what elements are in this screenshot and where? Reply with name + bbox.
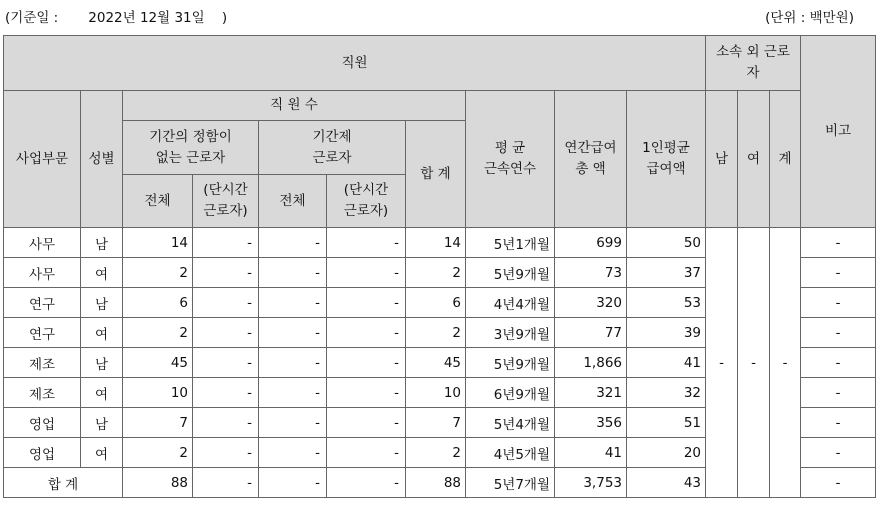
cell-pay-total: 321 — [555, 378, 627, 408]
cell-remarks: - — [801, 318, 876, 348]
total-total: 88 — [406, 468, 466, 498]
cell-cont-part: - — [327, 438, 406, 468]
table-caption — [0, 0, 882, 30]
cell-perm-all: 45 — [123, 348, 193, 378]
cell-perm-part: - — [193, 378, 259, 408]
cell-pay-total: 699 — [555, 228, 627, 258]
cell-pay-avg: 20 — [627, 438, 706, 468]
header-gender: 성별 — [81, 91, 123, 228]
cell-remarks: - — [801, 288, 876, 318]
cell-division: 제조 — [4, 348, 81, 378]
cell-tenure: 5년9개월 — [466, 258, 555, 288]
table-row — [4, 228, 876, 258]
cell-pay-total: 41 — [555, 438, 627, 468]
cell-pay-total: 1,866 — [555, 348, 627, 378]
cell-tenure: 6년9개월 — [466, 378, 555, 408]
cell-total: 14 — [406, 228, 466, 258]
cell-gender: 여 — [81, 258, 123, 288]
cell-cont-all: - — [259, 378, 327, 408]
cell-cont-all: - — [259, 348, 327, 378]
cell-gender: 여 — [81, 318, 123, 348]
header-contract-all: 전체 — [259, 175, 327, 228]
cell-gender: 여 — [81, 378, 123, 408]
cell-division: 연구 — [4, 318, 81, 348]
header-division: 사업부문 — [4, 91, 81, 228]
cell-total: 6 — [406, 288, 466, 318]
cell-cont-part: - — [327, 408, 406, 438]
cell-tenure: 4년5개월 — [466, 438, 555, 468]
cell-total: 10 — [406, 378, 466, 408]
cell-perm-part: - — [193, 288, 259, 318]
cell-total: 2 — [406, 438, 466, 468]
cell-remarks: - — [801, 408, 876, 438]
cell-tenure: 3년9개월 — [466, 318, 555, 348]
cell-perm-all: 2 — [123, 258, 193, 288]
cell-perm-part: - — [193, 318, 259, 348]
header-male: 남 — [706, 91, 738, 228]
cell-perm-part: - — [193, 348, 259, 378]
unit-note: (단위 : 백만원) — [765, 10, 854, 26]
cell-remarks: - — [801, 348, 876, 378]
header-subtotal: 계 — [770, 91, 801, 228]
cell-gender: 남 — [81, 408, 123, 438]
header-employees: 직원 — [4, 36, 706, 91]
cell-perm-part: - — [193, 438, 259, 468]
cell-perm-all: 6 — [123, 288, 193, 318]
cell-pay-total: 73 — [555, 258, 627, 288]
cell-cont-all: - — [259, 288, 327, 318]
cell-non-affiliated-female: - — [738, 228, 770, 498]
cell-division: 제조 — [4, 378, 81, 408]
header-contract: 기간제 근로자 — [259, 121, 406, 175]
total-perm-part: - — [193, 468, 259, 498]
header-avg-tenure: 평 균 근속연수 — [466, 91, 555, 228]
cell-cont-part: - — [327, 228, 406, 258]
employee-status-table — [3, 35, 876, 498]
cell-perm-all: 2 — [123, 438, 193, 468]
cell-non-affiliated-subtotal: - — [770, 228, 801, 498]
total-cont-all: - — [259, 468, 327, 498]
cell-division: 사무 — [4, 258, 81, 288]
header-avg-pay: 1인평균 급여액 — [627, 91, 706, 228]
cell-perm-all: 14 — [123, 228, 193, 258]
cell-pay-total: 356 — [555, 408, 627, 438]
cell-cont-all: - — [259, 408, 327, 438]
cell-cont-all: - — [259, 258, 327, 288]
header-female: 여 — [738, 91, 770, 228]
cell-pay-total: 320 — [555, 288, 627, 318]
total-pay-total: 3,753 — [555, 468, 627, 498]
cell-perm-all: 10 — [123, 378, 193, 408]
header-non-affiliated: 소속 외 근로자 — [706, 36, 801, 91]
cell-remarks: - — [801, 438, 876, 468]
cell-division: 영업 — [4, 408, 81, 438]
total-perm-all: 88 — [123, 468, 193, 498]
cell-gender: 남 — [81, 288, 123, 318]
cell-pay-avg: 32 — [627, 378, 706, 408]
cell-pay-avg: 51 — [627, 408, 706, 438]
cell-total: 2 — [406, 258, 466, 288]
cell-cont-all: - — [259, 228, 327, 258]
header-permanent: 기간의 정함이 없는 근로자 — [123, 121, 259, 175]
cell-gender: 여 — [81, 438, 123, 468]
cell-pay-avg: 50 — [627, 228, 706, 258]
cell-perm-all: 2 — [123, 318, 193, 348]
header-remarks: 비고 — [801, 36, 876, 228]
header-contract-part-time: (단시간 근로자) — [327, 175, 406, 228]
cell-pay-avg: 37 — [627, 258, 706, 288]
cell-gender: 남 — [81, 228, 123, 258]
cell-perm-part: - — [193, 258, 259, 288]
cell-cont-part: - — [327, 318, 406, 348]
cell-total: 2 — [406, 318, 466, 348]
cell-perm-all: 7 — [123, 408, 193, 438]
cell-pay-avg: 39 — [627, 318, 706, 348]
cell-total: 45 — [406, 348, 466, 378]
header-permanent-part-time: (단시간 근로자) — [193, 175, 259, 228]
cell-cont-all: - — [259, 318, 327, 348]
cell-pay-avg: 41 — [627, 348, 706, 378]
cell-perm-part: - — [193, 408, 259, 438]
cell-tenure: 5년1개월 — [466, 228, 555, 258]
cell-tenure: 5년9개월 — [466, 348, 555, 378]
cell-remarks: - — [801, 258, 876, 288]
cell-tenure: 5년4개월 — [466, 408, 555, 438]
cell-cont-part: - — [327, 378, 406, 408]
cell-cont-part: - — [327, 288, 406, 318]
cell-pay-total: 77 — [555, 318, 627, 348]
cell-cont-part: - — [327, 348, 406, 378]
total-pay-avg: 43 — [627, 468, 706, 498]
header-permanent-all: 전체 — [123, 175, 193, 228]
header-employee-count: 직 원 수 — [123, 91, 466, 121]
cell-gender: 남 — [81, 348, 123, 378]
cell-division: 영업 — [4, 438, 81, 468]
cell-remarks: - — [801, 378, 876, 408]
header-total-sum: 합 계 — [406, 121, 466, 228]
base-date: (기준일 : 2022년 12월 31일 ) — [5, 10, 228, 26]
total-cont-part: - — [327, 468, 406, 498]
cell-perm-part: - — [193, 228, 259, 258]
cell-pay-avg: 53 — [627, 288, 706, 318]
total-remarks: - — [801, 468, 876, 498]
cell-total: 7 — [406, 408, 466, 438]
cell-remarks: - — [801, 228, 876, 258]
cell-division: 연구 — [4, 288, 81, 318]
header-annual-pay: 연간급여 총 액 — [555, 91, 627, 228]
total-label: 합 계 — [4, 468, 123, 498]
cell-division: 사무 — [4, 228, 81, 258]
cell-tenure: 4년4개월 — [466, 288, 555, 318]
cell-non-affiliated-male: - — [706, 228, 738, 498]
total-tenure: 5년7개월 — [466, 468, 555, 498]
cell-cont-all: - — [259, 438, 327, 468]
cell-cont-part: - — [327, 258, 406, 288]
